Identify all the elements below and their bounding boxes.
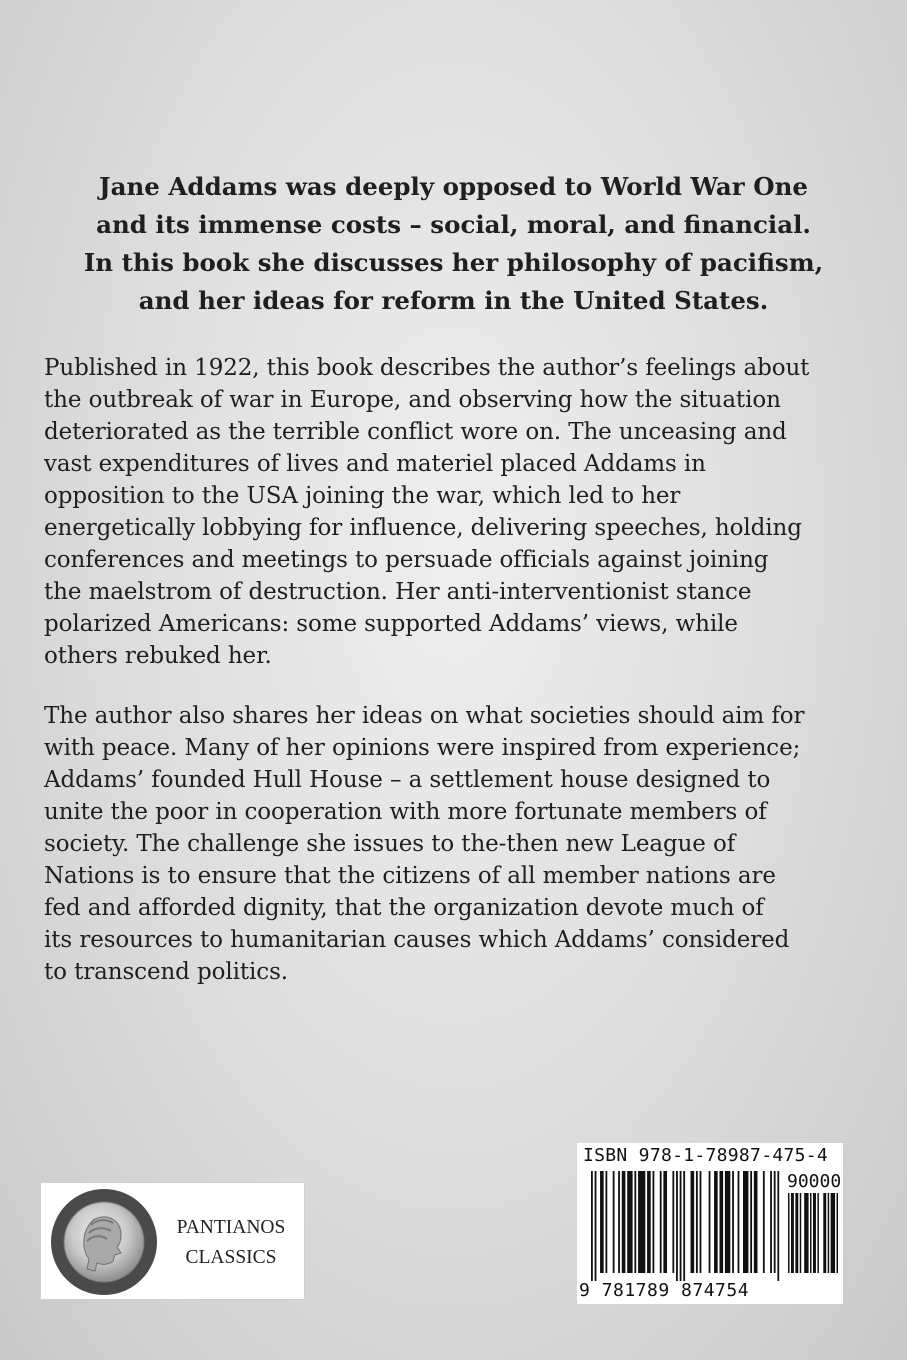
paragraph-line: unite the poor in cooperation with more fortunate members of	[44, 799, 767, 825]
barcode-bar	[627, 1171, 632, 1273]
publisher-name	[161, 1213, 301, 1273]
description-paragraph-2	[44, 700, 874, 988]
barcode-bar	[754, 1171, 758, 1273]
barcode-bar	[791, 1193, 794, 1273]
barcode-bar	[788, 1193, 789, 1273]
blurb-line: and its immense costs – social, moral, and financial.	[96, 210, 811, 239]
isbn-label: ISBN 978-1-78987-475-4	[583, 1145, 829, 1166]
publisher-line-1: PANTIANOS	[176, 1217, 286, 1238]
barcode-bar	[770, 1171, 772, 1273]
barcode-bar	[725, 1171, 730, 1273]
barcode-bar	[691, 1171, 695, 1273]
barcode-bar	[738, 1171, 740, 1273]
coin-portrait-icon	[51, 1189, 157, 1295]
barcode-bar	[732, 1171, 734, 1273]
blurb-line: and her ideas for reform in the United States.	[138, 286, 769, 315]
barcode-bar	[813, 1193, 816, 1273]
paragraph-line: the maelstrom of destruction. Her anti-interventionist stance	[44, 579, 752, 605]
barcode-bar	[823, 1193, 826, 1273]
paragraph-line: with peace. Many of her opinions were inspired from experience;	[44, 735, 801, 761]
barcode-bar	[660, 1171, 662, 1273]
barcode-bar	[680, 1171, 682, 1281]
publisher-logo	[40, 1182, 305, 1300]
blurb-line: Jane Addams was deeply opposed to World War One	[99, 172, 808, 201]
paragraph-line: to transcend politics.	[44, 959, 288, 985]
barcode-bar	[777, 1171, 779, 1281]
barcode-bar	[638, 1171, 645, 1273]
barcode-bar	[831, 1193, 835, 1273]
ean-barcode-bars	[591, 1171, 781, 1281]
barcode-bar	[714, 1171, 718, 1273]
barcode-digits: 9 781789 874754	[579, 1280, 750, 1301]
price-code: 90000	[787, 1171, 842, 1192]
back-cover-blurb	[40, 168, 867, 320]
barcode-bar	[653, 1171, 655, 1273]
barcode-bar	[618, 1171, 620, 1273]
publisher-line-2: CLASSICS	[185, 1247, 277, 1268]
barcode-bar	[837, 1193, 838, 1273]
barcode-bar	[709, 1171, 711, 1273]
paragraph-line: conferences and meetings to persuade officials against joining	[44, 547, 769, 573]
barcode-bar	[763, 1171, 765, 1273]
addon-barcode-bars	[788, 1193, 838, 1281]
barcode-bar	[663, 1171, 667, 1273]
barcode-bar	[774, 1171, 776, 1273]
barcode-bar	[683, 1171, 685, 1281]
paragraph-line: opposition to the USA joining the war, which led to her	[44, 483, 681, 509]
barcode-bar	[613, 1171, 615, 1273]
barcode-bar	[600, 1171, 604, 1273]
barcode-bar	[800, 1193, 801, 1273]
barcode-bar	[795, 1193, 798, 1273]
paragraph-line: The author also shares her ideas on what societies should aim for	[44, 703, 805, 729]
paragraph-line: vast expenditures of lives and materiel placed Addams in	[44, 451, 706, 477]
barcode-bar	[595, 1171, 597, 1281]
paragraph-line: polarized Americans: some supported Addams’ views, while	[44, 611, 738, 637]
paragraph-line: others rebuked her.	[44, 643, 272, 669]
barcode-bar	[634, 1171, 636, 1273]
barcode-bar	[817, 1193, 818, 1273]
blurb-line: In this book she discusses her philosophy of pacifism,	[83, 248, 824, 277]
barcode-bar	[804, 1193, 808, 1273]
paragraph-line: Addams’ founded Hull House – a settlement house designed to	[44, 767, 771, 793]
barcode-bar	[719, 1171, 723, 1273]
description-paragraph-1	[44, 352, 874, 672]
barcode-bar	[696, 1171, 698, 1273]
paragraph-line: deteriorated as the terrible conflict wore on. The unceasing and	[44, 419, 787, 445]
paragraph-line: society. The challenge she issues to the-then new League of	[44, 831, 736, 857]
barcode-bar	[750, 1171, 752, 1273]
barcode-bar	[810, 1193, 811, 1273]
barcode-bar	[672, 1171, 674, 1273]
barcode-bar	[622, 1171, 626, 1273]
barcode-bar	[743, 1171, 748, 1273]
paragraph-line: Nations is to ensure that the citizens of all member nations are	[44, 863, 776, 889]
paragraph-line: energetically lobbying for influence, delivering speeches, holding	[44, 515, 802, 541]
barcode-bar	[647, 1171, 651, 1273]
barcode-bar	[591, 1171, 593, 1281]
paragraph-line: fed and afforded dignity, that the organization devote much of	[44, 895, 764, 921]
paragraph-line: its resources to humanitarian causes which Addams’ considered	[44, 927, 790, 953]
barcode-bar	[700, 1171, 702, 1273]
barcode-bar	[828, 1193, 829, 1273]
paragraph-line: the outbreak of war in Europe, and observing how the situation	[44, 387, 781, 413]
barcode-bar	[676, 1171, 678, 1281]
isbn-barcode	[577, 1143, 843, 1304]
barcode-bar	[605, 1171, 607, 1273]
paragraph-line: Published in 1922, this book describes the author’s feelings about	[44, 355, 810, 381]
